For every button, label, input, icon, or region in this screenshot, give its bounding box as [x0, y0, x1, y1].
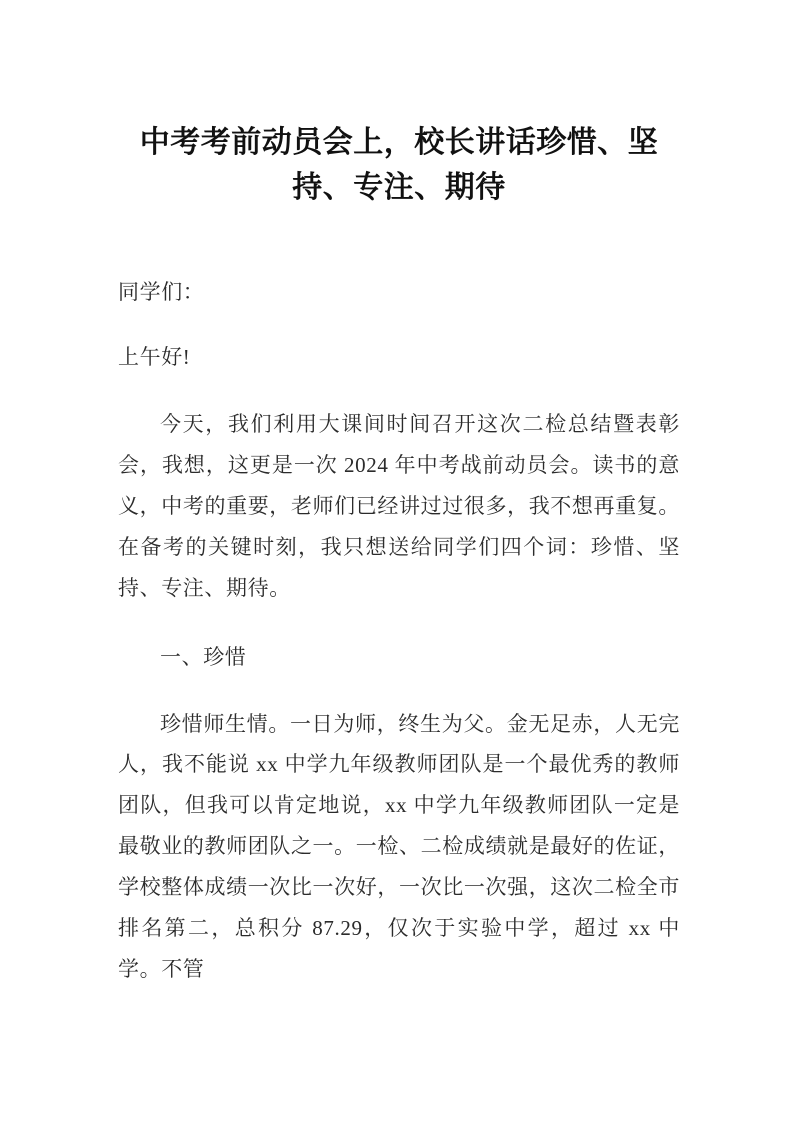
salutation: 同学们：	[118, 280, 205, 304]
greeting: 上午好!	[118, 344, 191, 369]
document-content	[118, 0, 680, 990]
section-heading-one: 一、珍惜	[160, 644, 247, 669]
paragraph-section-one-body: 珍惜师生情。一日为师，终生为父。金无足赤，人无完人，我不能说 xx 中学九年级教师团队是一个最优秀的教师团队，但我可以肯定地说，xx 中学九年级教师团队一定是最敬业的教师团队之一。一检、二检成绩就是最好的佐证，学校整体成绩一次比一次好，一次比一次强，这次二检全市排名第二，总积分 87.29，仅次于实验中学，超过 xx 中学。不管	[118, 711, 680, 982]
page-title: 中考考前动员会上，校长讲话珍惜、坚持、专注、期待	[139, 126, 659, 204]
paragraph-intro: 今天，我们利用大课间时间召开这次二检总结暨表彰会，我想，这更是一次 2024 年中考战前动员会。读书的意义，中考的重要，老师们已经讲过过很多，我不想再重复。在备考的关键时刻，我只想送给同学们四个词：珍惜、坚持、专注、期待。	[118, 411, 680, 600]
